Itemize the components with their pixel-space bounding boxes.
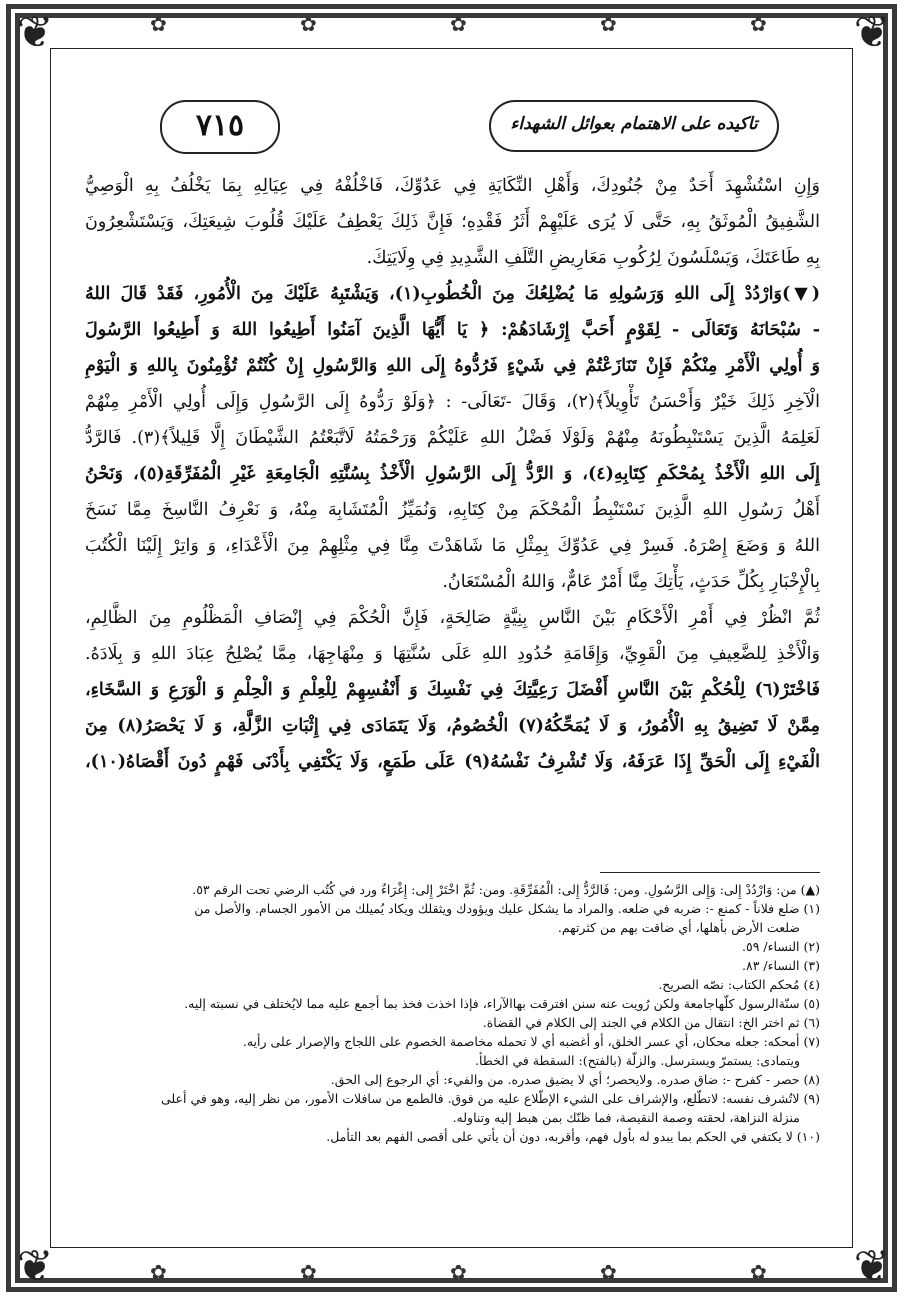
text-line: ثُمَّ انْظُرْ فِي أَمْرِ الْأَحْكَامِ بَيْنَ النَّاسِ بِنِيَّةٍ صَالِحَةٍ، فَإِنَّ الْحُكْمَ فِي إِنْصَافِ الْمَظْلُومِ مِنَ الظَّالِمِ، — [85, 608, 820, 628]
footnote: (٣) النساء/ ٨٣. — [742, 958, 820, 973]
footnote: ويتمادى: يستمرّ ويسترسل. والزلّة (بالفتح): السقطة في الخطأ. — [475, 1053, 800, 1068]
flower-icon: ✿ — [150, 12, 167, 36]
page-number: ٧١٥ — [195, 108, 245, 143]
flower-icon: ✿ — [450, 12, 467, 36]
footnote: (١) ضلع فلاناً - كمنع -: ضربه في ضلعه. والمراد ما يشكل عليك ويؤودك ويثقلك ويكاد يُميلك من الأمور الجسام. والأصل من — [194, 901, 820, 916]
footnote: (٩) لاتُشرف نفسه: لاتطّلع، والإشراف على الشيء الإطّلاع عليه من فوق. فالطمع من سافلات الأمور، من نظر إليه، وهو في أعلى — [160, 1091, 820, 1106]
main-text — [85, 168, 820, 780]
footnote: (٦) ثم اختر الخ: انتقال من الكلام في الجند إلى الكلام في القضاة. — [482, 1015, 820, 1030]
flower-icon: ✿ — [300, 1260, 317, 1284]
text-line: لَعَلِمَهُ الَّذِينَ يَسْتَنْبِطُونَهُ مِنْهُمْ وَلَوْلَا فَضْلُ اللهِ عَلَيْكُمْ وَرَحْمَتُهُ لَاتَّبَعْتُمُ الشَّيْطَانَ إِلَّا قَلِيلاً﴾(٣). فَالرَّدُّ — [85, 428, 820, 448]
footnote: منزلة النزاهة، لحقته وصمة النقيصة، فما ظنّك بمن هبط إليه وتناوله. — [452, 1110, 800, 1125]
header-title: تاكيده على الاهتمام بعوائل الشهداء — [510, 114, 758, 134]
page-number-box — [160, 100, 280, 154]
footnote: (٧) أمحكه: جعله محكان، أي عسر الخلق، أو أغضبه أي لا تحمله مخاصمة الخصوم على اللجاج والإصرار على رأيه. — [242, 1034, 820, 1049]
text-line: مِمَّنْ لَا تَضِيقُ بِهِ الْأُمُورُ، وَ لَا يُمَحِّكُهُ(٧) الْخُصُومُ، وَلَا يَتَمَادَى فِي إِثْبَاتِ الزَّلَّةِ، وَ لَا يَحْصَرُ(٨) مِنَ — [85, 716, 820, 736]
footnote-separator — [600, 872, 820, 873]
corner-ornament-icon: ❦ — [853, 1241, 891, 1292]
text-line: الْفَيْءِ إِلَى الْحَقِّ إِذَا عَرَفَهُ، وَلَا تُشْرِفُ نَفْسُهُ(٩) عَلَى طَمَعٍ، وَلَا يَكْتَفِي بِأَدْنَى فَهْمٍ دُونَ أَقْصَاهُ(١٠)، — [85, 752, 820, 772]
flower-icon: ✿ — [600, 1260, 617, 1284]
flower-icon: ✿ — [150, 1260, 167, 1284]
text-line: بِالْإِخْبَارِ بِكُلِّ حَدَثٍ، يَأْتِكَ مِنَّا أَمْرٌ عَامٌّ، وَاللهُ الْمُسْتَعَانُ. — [442, 572, 820, 592]
corner-ornament-icon: ❦ — [16, 7, 54, 58]
footnote: (▲) من: وَارْدُدْ إِلى: وَإِلى الرَّسُولِ. ومن: فَالرَّدُّ إِلى: الْمُفَرِّقَةِ. ومن: ثُمَّ اخْتَرْ إِلى: إِغْرَاءٌ ورد في كُتُب الرضي تحت الرقم ٥٣. — [192, 882, 820, 897]
flower-icon: ✿ — [750, 12, 767, 36]
text-line: اللهُ وَ وَضَعَ إِصْرَهُ. فَسِرْ فِي عَدُوِّكَ بِمِثْلِ مَا شَاهَدْتَ مِنَّا فِي مِثْلِهِمْ مِنَ الْأَعْدَاءِ، وَ وَاتِرْ إِلَيْنَا الْكُتُبَ — [85, 536, 820, 556]
footnotes — [85, 880, 820, 1146]
footnote: (٢) النساء/ ٥٩. — [742, 939, 820, 954]
flower-icon: ✿ — [450, 1260, 467, 1284]
footnote: (٤) مُحكم الكتاب: نصّه الصريح. — [658, 977, 820, 992]
text-line: وَالْأَخْذِ لِلضَّعِيفِ مِنَ الْقَوِيِّ، وَإِقَامَةِ حُدُودِ اللهِ عَلَى سُنَّتِهَا وَ مِنْهَاجِهَا، مِمَّا يُصْلِحُ عِبَادَ اللهِ وَ بِلَادَهُ. — [85, 644, 820, 664]
text-line: وَ أُولِي الْأَمْرِ مِنْكُمْ فَإِنْ تَنَازَعْتُمْ فِي شَيْءٍ فَرُدُّوهُ إِلَى اللهِ وَالرَّسُولِ إِنْ كُنْتُمْ تُؤْمِنُونَ بِاللهِ وَ الْيَوْمِ — [85, 356, 820, 376]
text-line: أَهْلُ رَسُولِ اللهِ الَّذِينَ نَسْتَنْبِطُ الْمُحْكَمَ مِنْ كِتَابِهِ، وَنُمَيِّزُ الْمُتَشَابِهَ مِنْهُ، وَ نَعْرِفُ النَّاسِخَ مِمَّا نَسَخَ — [85, 500, 820, 520]
flower-icon: ✿ — [750, 1260, 767, 1284]
corner-ornament-icon: ❦ — [16, 1241, 54, 1292]
text-line: الشَّفِيقُ الْمُوثَقُ بِهِ، حَتَّى لَا يُرَى عَلَيْهِمْ أَثَرُ فَقْدِهِ؛ فَإِنَّ ذَلِكَ يَعْطِفُ عَلَيْكَ قُلُوبَ شِيعَتِكَ، وَيَسْتَشْعِرُونَ — [85, 212, 820, 232]
flower-icon: ✿ — [300, 12, 317, 36]
flower-icon: ✿ — [600, 12, 617, 36]
corner-ornament-icon: ❦ — [853, 7, 891, 58]
text-line: وَإِنِ اسْتُشْهِدَ أَحَدٌ مِنْ جُنُودِكَ، وَأَهْلِ النِّكَايَةِ فِي عَدُوِّكَ، فَاخْلُفْهُ فِي عِيَالِهِ بِمَا يَخْلُفُ بِهِ الْوَصِيُّ — [85, 176, 820, 196]
text-line: الْآخِرِ ذَلِكَ خَيْرٌ وَأَحْسَنُ تَأْوِيلاً﴾(٢)، وَقَالَ -تَعَالَى- : ﴿وَلَوْ رَدُّوهُ إِلَى الرَّسُولِ وَإِلَى أُولِي الْأَمْرِ مِنْهُمْ — [85, 392, 820, 412]
text-line: بِهِ طَاعَتَكَ، وَيَسْلَسُونَ لِرُكُوبِ مَعَارِيضِ التَّلَفِ الشَّدِيدِ فِي وِلَايَتِكَ. — [366, 248, 820, 268]
footnote: (٨) حصر - كفرح -: ضاق صدره. ولايحصر؛ أي لا يضيق صدره. من والفيء: أي الرجوع إلى الحق. — [330, 1072, 820, 1087]
text-line: فَاخْتَرْ(٦) لِلْحُكْمِ بَيْنَ النَّاسِ أَفْضَلَ رَعِيَّتِكَ فِي نَفْسِكَ وَ أَنْفُسِهِمْ لِلْعِلْمِ وَ الْحِلْمِ وَ الْوَرَعِ وَ السَّخَاءِ، — [85, 680, 820, 700]
text-line: إِلَى اللهِ الْأَخْذُ بِمُحْكَمِ كِتَابِهِ(٤)، وَ الرَّدُّ إِلَى الرَّسُولِ الْأَخْذُ بِسُنَّتِهِ الْجَامِعَةِ غَيْرِ الْمُفَرِّقَةِ(٥)، وَنَحْنُ — [85, 464, 820, 484]
footnote: (٥) سنّةالرسول كلّهاجامعة ولكن رُويت عنه سنن افترقت بهاالآراء، فإذا اخذت فخذ بما أجمع عليه مما لايُختلف في نسبته إليه. — [184, 996, 820, 1011]
text-line: (▼)وَارْدُدْ إِلَى اللهِ وَرَسُولِهِ مَا يُضْلِعُكَ مِنَ الْخُطُوبِ(١)، وَيَشْتَبِهُ عَلَيْكَ مِنَ الْأُمُورِ، فَقَدْ قَالَ اللهُ — [85, 284, 820, 304]
footnote: ضلعت الأرض بأهلها، أي ضاقت بهم من كثرتهم. — [557, 920, 800, 935]
running-header — [489, 100, 779, 152]
text-line: - سُبْحَانَهُ وَتَعَالَى - لِقَوْمٍ أَحَبَّ إِرْشَادَهُمْ: ﴿ يَا أَيُّهَا الَّذِينَ آمَنُوا أَطِيعُوا اللهَ وَ أَطِيعُوا الرَّسُولَ — [85, 320, 820, 340]
footnote: (١٠) لا يكتفي في الحكم بما يبدو له بأول فهم، وأقربه، دون أن يأتي على أقصى الفهم بعد التأمل. — [326, 1129, 820, 1144]
